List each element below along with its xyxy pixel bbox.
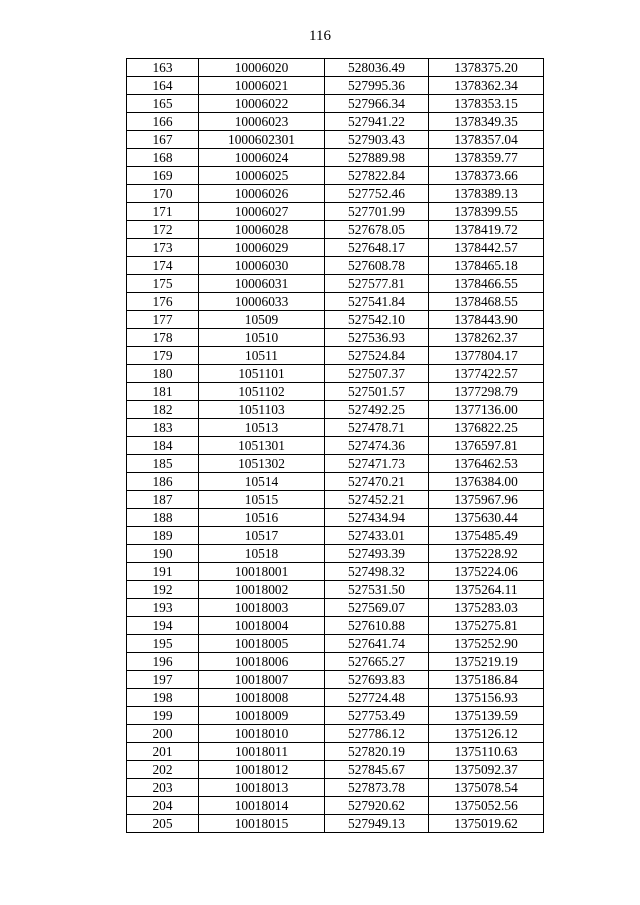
point-id-cell: 10006022 xyxy=(199,95,325,113)
point-id-cell: 10510 xyxy=(199,329,325,347)
table-row xyxy=(127,815,544,833)
x-coordinate-cell: 527648.17 xyxy=(325,239,429,257)
y-coordinate-cell: 1375283.03 xyxy=(429,599,544,617)
x-coordinate-cell: 527753.49 xyxy=(325,707,429,725)
x-coordinate-cell: 527493.39 xyxy=(325,545,429,563)
x-coordinate-cell: 527531.50 xyxy=(325,581,429,599)
row-index-cell: 179 xyxy=(127,347,199,365)
y-coordinate-cell: 1378465.18 xyxy=(429,257,544,275)
coordinates-table xyxy=(126,58,544,833)
table-row xyxy=(127,653,544,671)
y-coordinate-cell: 1378375.20 xyxy=(429,59,544,77)
table-row xyxy=(127,599,544,617)
table-row xyxy=(127,707,544,725)
row-index-cell: 176 xyxy=(127,293,199,311)
row-index-cell: 169 xyxy=(127,167,199,185)
row-index-cell: 204 xyxy=(127,797,199,815)
point-id-cell: 10006029 xyxy=(199,239,325,257)
y-coordinate-cell: 1377422.57 xyxy=(429,365,544,383)
point-id-cell: 10018003 xyxy=(199,599,325,617)
point-id-cell: 10006027 xyxy=(199,203,325,221)
point-id-cell: 1051101 xyxy=(199,365,325,383)
y-coordinate-cell: 1375485.49 xyxy=(429,527,544,545)
y-coordinate-cell: 1376462.53 xyxy=(429,455,544,473)
x-coordinate-cell: 527752.46 xyxy=(325,185,429,203)
point-id-cell: 10018011 xyxy=(199,743,325,761)
y-coordinate-cell: 1378349.35 xyxy=(429,113,544,131)
point-id-cell: 10018015 xyxy=(199,815,325,833)
row-index-cell: 200 xyxy=(127,725,199,743)
row-index-cell: 177 xyxy=(127,311,199,329)
y-coordinate-cell: 1378443.90 xyxy=(429,311,544,329)
y-coordinate-cell: 1378357.04 xyxy=(429,131,544,149)
row-index-cell: 164 xyxy=(127,77,199,95)
x-coordinate-cell: 527820.19 xyxy=(325,743,429,761)
y-coordinate-cell: 1377136.00 xyxy=(429,401,544,419)
row-index-cell: 183 xyxy=(127,419,199,437)
point-id-cell: 10018008 xyxy=(199,689,325,707)
row-index-cell: 181 xyxy=(127,383,199,401)
y-coordinate-cell: 1375110.63 xyxy=(429,743,544,761)
row-index-cell: 167 xyxy=(127,131,199,149)
x-coordinate-cell: 527434.94 xyxy=(325,509,429,527)
point-id-cell: 10018014 xyxy=(199,797,325,815)
x-coordinate-cell: 527966.34 xyxy=(325,95,429,113)
point-id-cell: 1051302 xyxy=(199,455,325,473)
row-index-cell: 180 xyxy=(127,365,199,383)
point-id-cell: 10018013 xyxy=(199,779,325,797)
x-coordinate-cell: 527949.13 xyxy=(325,815,429,833)
row-index-cell: 185 xyxy=(127,455,199,473)
x-coordinate-cell: 527678.05 xyxy=(325,221,429,239)
y-coordinate-cell: 1375052.56 xyxy=(429,797,544,815)
table-row xyxy=(127,113,544,131)
x-coordinate-cell: 527433.01 xyxy=(325,527,429,545)
y-coordinate-cell: 1375275.81 xyxy=(429,617,544,635)
row-index-cell: 187 xyxy=(127,491,199,509)
table-body xyxy=(127,59,544,833)
table-row xyxy=(127,293,544,311)
row-index-cell: 182 xyxy=(127,401,199,419)
y-coordinate-cell: 1378262.37 xyxy=(429,329,544,347)
table-row xyxy=(127,743,544,761)
y-coordinate-cell: 1375264.11 xyxy=(429,581,544,599)
y-coordinate-cell: 1375228.92 xyxy=(429,545,544,563)
point-id-cell: 1051301 xyxy=(199,437,325,455)
point-id-cell: 10018010 xyxy=(199,725,325,743)
point-id-cell: 10018012 xyxy=(199,761,325,779)
y-coordinate-cell: 1375630.44 xyxy=(429,509,544,527)
row-index-cell: 191 xyxy=(127,563,199,581)
y-coordinate-cell: 1375092.37 xyxy=(429,761,544,779)
table-row xyxy=(127,149,544,167)
table-row xyxy=(127,437,544,455)
y-coordinate-cell: 1376822.25 xyxy=(429,419,544,437)
point-id-cell: 10006031 xyxy=(199,275,325,293)
table-row xyxy=(127,329,544,347)
point-id-cell: 10018005 xyxy=(199,635,325,653)
y-coordinate-cell: 1377804.17 xyxy=(429,347,544,365)
x-coordinate-cell: 527577.81 xyxy=(325,275,429,293)
row-index-cell: 197 xyxy=(127,671,199,689)
row-index-cell: 186 xyxy=(127,473,199,491)
table-row xyxy=(127,473,544,491)
y-coordinate-cell: 1378362.34 xyxy=(429,77,544,95)
y-coordinate-cell: 1377298.79 xyxy=(429,383,544,401)
row-index-cell: 195 xyxy=(127,635,199,653)
x-coordinate-cell: 527995.36 xyxy=(325,77,429,95)
point-id-cell: 10006024 xyxy=(199,149,325,167)
point-id-cell: 10018006 xyxy=(199,653,325,671)
row-index-cell: 202 xyxy=(127,761,199,779)
row-index-cell: 188 xyxy=(127,509,199,527)
x-coordinate-cell: 527474.36 xyxy=(325,437,429,455)
y-coordinate-cell: 1375252.90 xyxy=(429,635,544,653)
x-coordinate-cell: 527941.22 xyxy=(325,113,429,131)
y-coordinate-cell: 1376384.00 xyxy=(429,473,544,491)
x-coordinate-cell: 527541.84 xyxy=(325,293,429,311)
y-coordinate-cell: 1375126.12 xyxy=(429,725,544,743)
row-index-cell: 170 xyxy=(127,185,199,203)
y-coordinate-cell: 1375078.54 xyxy=(429,779,544,797)
table-row xyxy=(127,491,544,509)
row-index-cell: 190 xyxy=(127,545,199,563)
table-row xyxy=(127,797,544,815)
row-index-cell: 168 xyxy=(127,149,199,167)
y-coordinate-cell: 1378399.55 xyxy=(429,203,544,221)
y-coordinate-cell: 1375139.59 xyxy=(429,707,544,725)
point-id-cell: 10517 xyxy=(199,527,325,545)
point-id-cell: 10018007 xyxy=(199,671,325,689)
y-coordinate-cell: 1375219.19 xyxy=(429,653,544,671)
y-coordinate-cell: 1378373.66 xyxy=(429,167,544,185)
y-coordinate-cell: 1378442.57 xyxy=(429,239,544,257)
x-coordinate-cell: 527452.21 xyxy=(325,491,429,509)
x-coordinate-cell: 527507.37 xyxy=(325,365,429,383)
x-coordinate-cell: 527786.12 xyxy=(325,725,429,743)
table-row xyxy=(127,257,544,275)
point-id-cell: 10515 xyxy=(199,491,325,509)
point-id-cell: 1000602301 xyxy=(199,131,325,149)
point-id-cell: 1051103 xyxy=(199,401,325,419)
table-row xyxy=(127,455,544,473)
row-index-cell: 196 xyxy=(127,653,199,671)
y-coordinate-cell: 1378466.55 xyxy=(429,275,544,293)
x-coordinate-cell: 527608.78 xyxy=(325,257,429,275)
point-id-cell: 10006026 xyxy=(199,185,325,203)
table-row xyxy=(127,311,544,329)
point-id-cell: 10516 xyxy=(199,509,325,527)
x-coordinate-cell: 527822.84 xyxy=(325,167,429,185)
y-coordinate-cell: 1375967.96 xyxy=(429,491,544,509)
point-id-cell: 10006025 xyxy=(199,167,325,185)
x-coordinate-cell: 527471.73 xyxy=(325,455,429,473)
y-coordinate-cell: 1378359.77 xyxy=(429,149,544,167)
point-id-cell: 10018009 xyxy=(199,707,325,725)
table-row xyxy=(127,527,544,545)
table-row xyxy=(127,725,544,743)
row-index-cell: 184 xyxy=(127,437,199,455)
table-row xyxy=(127,635,544,653)
x-coordinate-cell: 527845.67 xyxy=(325,761,429,779)
y-coordinate-cell: 1375186.84 xyxy=(429,671,544,689)
row-index-cell: 172 xyxy=(127,221,199,239)
table-row xyxy=(127,383,544,401)
y-coordinate-cell: 1378468.55 xyxy=(429,293,544,311)
table-row xyxy=(127,779,544,797)
table-row xyxy=(127,365,544,383)
row-index-cell: 199 xyxy=(127,707,199,725)
x-coordinate-cell: 527470.21 xyxy=(325,473,429,491)
row-index-cell: 198 xyxy=(127,689,199,707)
point-id-cell: 10018004 xyxy=(199,617,325,635)
point-id-cell: 10006023 xyxy=(199,113,325,131)
row-index-cell: 201 xyxy=(127,743,199,761)
row-index-cell: 165 xyxy=(127,95,199,113)
table-row xyxy=(127,77,544,95)
point-id-cell: 10518 xyxy=(199,545,325,563)
row-index-cell: 189 xyxy=(127,527,199,545)
table-row xyxy=(127,131,544,149)
x-coordinate-cell: 527569.07 xyxy=(325,599,429,617)
x-coordinate-cell: 527501.57 xyxy=(325,383,429,401)
table-row xyxy=(127,167,544,185)
y-coordinate-cell: 1378389.13 xyxy=(429,185,544,203)
table-row xyxy=(127,59,544,77)
point-id-cell: 10018001 xyxy=(199,563,325,581)
x-coordinate-cell: 527536.93 xyxy=(325,329,429,347)
point-id-cell: 10006020 xyxy=(199,59,325,77)
y-coordinate-cell: 1378353.15 xyxy=(429,95,544,113)
table-row xyxy=(127,689,544,707)
row-index-cell: 193 xyxy=(127,599,199,617)
table-row xyxy=(127,347,544,365)
table-row xyxy=(127,239,544,257)
point-id-cell: 10018002 xyxy=(199,581,325,599)
y-coordinate-cell: 1378419.72 xyxy=(429,221,544,239)
x-coordinate-cell: 527701.99 xyxy=(325,203,429,221)
point-id-cell: 10006033 xyxy=(199,293,325,311)
x-coordinate-cell: 527542.10 xyxy=(325,311,429,329)
x-coordinate-cell: 527873.78 xyxy=(325,779,429,797)
row-index-cell: 173 xyxy=(127,239,199,257)
row-index-cell: 175 xyxy=(127,275,199,293)
point-id-cell: 10006028 xyxy=(199,221,325,239)
table-row xyxy=(127,545,544,563)
row-index-cell: 192 xyxy=(127,581,199,599)
x-coordinate-cell: 527693.83 xyxy=(325,671,429,689)
y-coordinate-cell: 1375019.62 xyxy=(429,815,544,833)
point-id-cell: 10514 xyxy=(199,473,325,491)
table-row xyxy=(127,671,544,689)
point-id-cell: 10511 xyxy=(199,347,325,365)
y-coordinate-cell: 1375156.93 xyxy=(429,689,544,707)
point-id-cell: 10006030 xyxy=(199,257,325,275)
table-row xyxy=(127,203,544,221)
table-row xyxy=(127,401,544,419)
x-coordinate-cell: 527524.84 xyxy=(325,347,429,365)
point-id-cell: 1051102 xyxy=(199,383,325,401)
table-row xyxy=(127,761,544,779)
point-id-cell: 10513 xyxy=(199,419,325,437)
page-number: 116 xyxy=(309,28,331,44)
table-row xyxy=(127,95,544,113)
y-coordinate-cell: 1375224.06 xyxy=(429,563,544,581)
point-id-cell: 10006021 xyxy=(199,77,325,95)
table-row xyxy=(127,581,544,599)
row-index-cell: 203 xyxy=(127,779,199,797)
x-coordinate-cell: 527641.74 xyxy=(325,635,429,653)
x-coordinate-cell: 527903.43 xyxy=(325,131,429,149)
table-row xyxy=(127,419,544,437)
row-index-cell: 174 xyxy=(127,257,199,275)
x-coordinate-cell: 527889.98 xyxy=(325,149,429,167)
x-coordinate-cell: 527724.48 xyxy=(325,689,429,707)
table-row xyxy=(127,509,544,527)
table-row xyxy=(127,185,544,203)
row-index-cell: 178 xyxy=(127,329,199,347)
point-id-cell: 10509 xyxy=(199,311,325,329)
x-coordinate-cell: 527498.32 xyxy=(325,563,429,581)
row-index-cell: 171 xyxy=(127,203,199,221)
table-row xyxy=(127,617,544,635)
x-coordinate-cell: 528036.49 xyxy=(325,59,429,77)
x-coordinate-cell: 527920.62 xyxy=(325,797,429,815)
row-index-cell: 163 xyxy=(127,59,199,77)
x-coordinate-cell: 527610.88 xyxy=(325,617,429,635)
table-row xyxy=(127,275,544,293)
row-index-cell: 166 xyxy=(127,113,199,131)
table-row xyxy=(127,563,544,581)
row-index-cell: 205 xyxy=(127,815,199,833)
row-index-cell: 194 xyxy=(127,617,199,635)
y-coordinate-cell: 1376597.81 xyxy=(429,437,544,455)
table-row xyxy=(127,221,544,239)
x-coordinate-cell: 527665.27 xyxy=(325,653,429,671)
x-coordinate-cell: 527492.25 xyxy=(325,401,429,419)
x-coordinate-cell: 527478.71 xyxy=(325,419,429,437)
